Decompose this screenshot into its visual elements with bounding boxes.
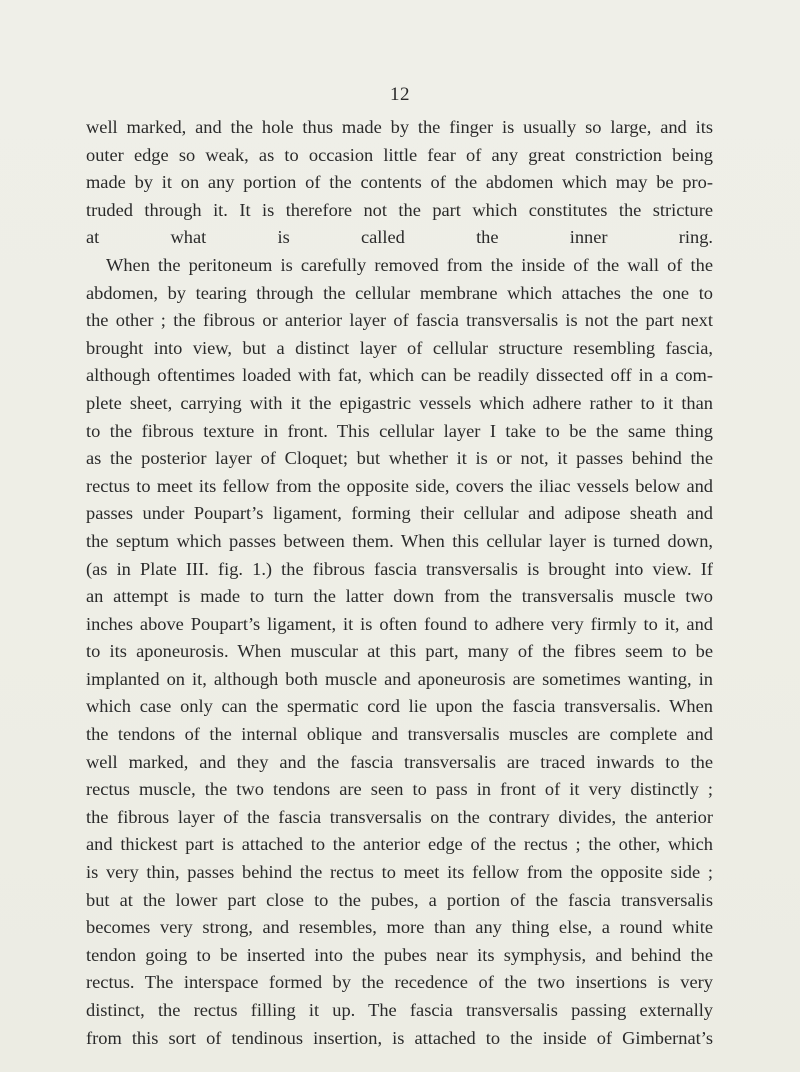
- text-line: passes under Poupart’s ligament, forming their cellular and adipose sheath and: [86, 503, 713, 524]
- text-line: truded through it. It is therefore not the part which constitutes the stricture: [86, 199, 713, 220]
- text-line: rectus to meet its fellow from the opposite side, covers the iliac vessels below and: [86, 475, 713, 496]
- text-line: implanted on it, although both muscle and aponeurosis are sometimes wanting, in: [86, 668, 713, 689]
- text-line: well marked, and the hole thus made by the finger is usually so large, and its: [86, 117, 713, 137]
- text-line: although oftentimes loaded with fat, which can be readily dissected off in a com-: [86, 365, 713, 386]
- text-line: the septum which passes between them. When this cellular layer is turned down,: [86, 530, 713, 551]
- text-line: abdomen, by tearing through the cellular membrane which attaches the one to: [86, 282, 713, 303]
- text-line: rectus. The interspace formed by the recedence of the two insertions is very: [86, 972, 713, 993]
- text-line: the fibrous layer of the fascia transversalis on the contrary divides, the anterior: [86, 806, 713, 827]
- text-line: outer edge so weak, as to occasion little fear of any great constriction being: [86, 144, 713, 165]
- text-line: as the posterior layer of Cloquet; but whether it is or not, it passes behind the: [86, 448, 713, 469]
- text-line: made by it on any portion of the contents of the abdomen which may be pro-: [86, 172, 713, 193]
- text-line: becomes very strong, and resembles, more than any thing else, a round white: [86, 917, 713, 938]
- text-line: an attempt is made to turn the latter down from the transversalis muscle two: [86, 586, 713, 607]
- text-line: inches above Poupart’s ligament, it is often found to adhere very firmly to it, and: [86, 613, 713, 634]
- text-line: at what is called the inner ring.: [86, 227, 713, 248]
- text-line: (as in Plate III. fig. 1.) the fibrous fascia transversalis is brought into view. If: [86, 558, 713, 579]
- text-line: the other ; the fibrous or anterior layer of fascia transversalis is not the part next: [86, 310, 713, 331]
- text-line: to its aponeurosis. When muscular at this part, many of the fibres seem to be: [86, 641, 713, 662]
- text-line: distinct, the rectus filling it up. The fascia transversalis passing externally: [86, 1000, 713, 1020]
- text-line: well marked, and they and the fascia transversalis are traced inwards to the: [86, 751, 713, 772]
- text-line: tendon going to be inserted into the pubes near its symphysis, and behind the: [86, 944, 713, 965]
- text-line: from this sort of tendinous insertion, is attached to the inside of Gimbernat’s: [86, 1027, 713, 1048]
- text-line: When the peritoneum is carefully removed from the inside of the wall of the: [106, 254, 713, 275]
- text-line: brought into view, but a distinct layer of cellular structure resembling fascia,: [86, 337, 713, 358]
- page-number: 12: [390, 84, 410, 105]
- text-line: but at the lower part close to the pubes, a portion of the fascia transversalis: [86, 889, 713, 910]
- body-text: [86, 114, 713, 1052]
- text-line: and thickest part is attached to the anterior edge of the rectus ; the other, which: [86, 834, 713, 855]
- text-line: is very thin, passes behind the rectus to meet its fellow from the opposite side ;: [86, 862, 713, 883]
- text-line: the tendons of the internal oblique and transversalis muscles are complete and: [86, 724, 713, 745]
- text-line: to the fibrous texture in front. This cellular layer I take to be the same thing: [86, 420, 713, 441]
- text-line: rectus muscle, the two tendons are seen to pass in front of it very distinctly ;: [86, 779, 713, 800]
- text-line: plete sheet, carrying with it the epigastric vessels which adhere rather to it than: [86, 392, 713, 413]
- text-line: which case only can the spermatic cord lie upon the fascia transversalis. When: [86, 696, 713, 717]
